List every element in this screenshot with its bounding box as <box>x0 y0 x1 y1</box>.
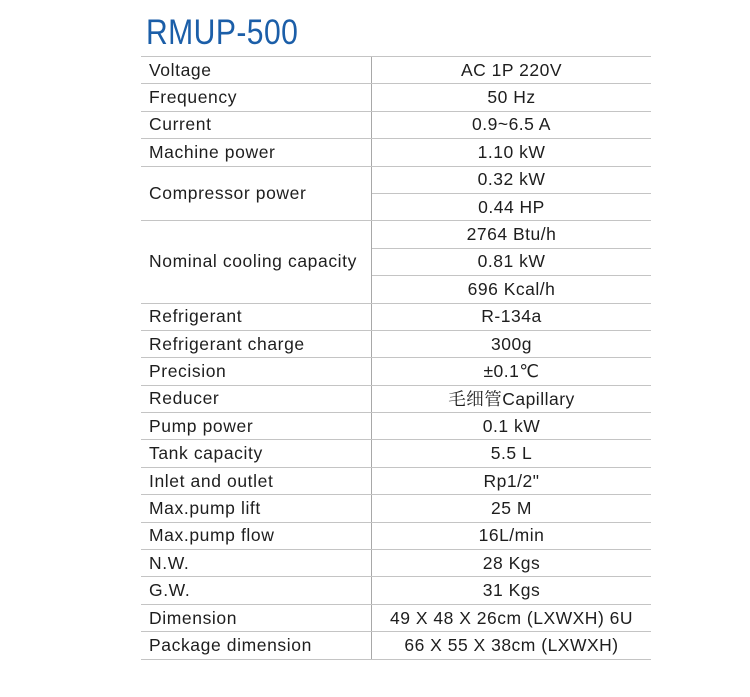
spec-values <box>372 495 651 521</box>
spec-value: 毛细管Capillary <box>448 389 575 410</box>
spec-values <box>372 167 651 221</box>
spec-row <box>141 604 651 631</box>
spec-label: Nominal cooling capacity <box>141 221 372 302</box>
spec-value: ±0.1℃ <box>483 360 540 381</box>
spec-values <box>372 550 651 576</box>
spec-values <box>372 112 651 138</box>
spec-value: 0.1 kW <box>482 415 541 436</box>
spec-row <box>141 138 651 165</box>
spec-value: 66 X 55 X 38cm (LXWXH) <box>404 634 619 655</box>
spec-row <box>141 412 651 439</box>
spec-values <box>372 386 651 412</box>
spec-value: 5.5 L <box>490 443 533 464</box>
spec-value: 31 Kgs <box>482 580 541 601</box>
spec-label: Reducer <box>141 386 372 412</box>
spec-row <box>141 439 651 466</box>
spec-value: 1.10 kW <box>477 141 546 162</box>
spec-row <box>141 303 651 330</box>
spec-value: 2764 Btu/h <box>466 224 557 245</box>
spec-values <box>372 468 651 494</box>
spec-label: Refrigerant charge <box>141 331 372 357</box>
spec-row <box>141 385 651 412</box>
spec-label: Max.pump flow <box>141 523 372 549</box>
spec-values <box>372 632 651 658</box>
spec-label: G.W. <box>141 577 372 603</box>
spec-value: 300g <box>491 333 532 354</box>
spec-values <box>372 221 651 302</box>
spec-row <box>141 83 651 110</box>
spec-values <box>372 523 651 549</box>
spec-values <box>372 57 651 83</box>
spec-value: R-134a <box>481 306 542 327</box>
spec-value: 25 M <box>491 497 532 518</box>
spec-value: AC 1P 220V <box>461 59 562 80</box>
spec-value: 696 Kcal/h <box>372 275 651 302</box>
spec-values <box>372 304 651 330</box>
spec-values <box>372 605 651 631</box>
spec-row <box>141 494 651 521</box>
spec-row <box>141 166 651 221</box>
spec-label: Tank capacity <box>141 440 372 466</box>
spec-values <box>372 331 651 357</box>
spec-row <box>141 220 651 302</box>
spec-values <box>372 440 651 466</box>
spec-row <box>141 522 651 549</box>
spec-value: 0.9~6.5 A <box>472 114 551 135</box>
spec-label: Package dimension <box>141 632 372 658</box>
spec-label: Dimension <box>141 605 372 631</box>
spec-row <box>141 631 651 659</box>
spec-label: N.W. <box>141 550 372 576</box>
spec-row <box>141 549 651 576</box>
spec-row <box>141 357 651 384</box>
spec-values <box>372 139 651 165</box>
spec-label: Frequency <box>141 84 372 110</box>
spec-label: Machine power <box>141 139 372 165</box>
spec-label: Pump power <box>141 413 372 439</box>
spec-value: 0.81 kW <box>372 248 651 275</box>
spec-values <box>372 84 651 110</box>
spec-value: 0.44 HP <box>372 193 651 220</box>
spec-label: Current <box>141 112 372 138</box>
spec-row <box>141 111 651 138</box>
spec-label: Refrigerant <box>141 304 372 330</box>
spec-label: Max.pump lift <box>141 495 372 521</box>
spec-values <box>372 358 651 384</box>
spec-row <box>141 576 651 603</box>
spec-label: Voltage <box>141 57 372 83</box>
spec-value: 49 X 48 X 26cm (LXWXH) 6U <box>390 607 633 628</box>
spec-table <box>141 56 651 660</box>
model-title: RMUP-500 <box>146 13 299 52</box>
spec-values <box>372 577 651 603</box>
spec-row <box>141 467 651 494</box>
spec-value: Rp1/2" <box>483 470 540 491</box>
spec-row <box>141 56 651 83</box>
spec-label: Compressor power <box>141 167 372 221</box>
spec-values <box>372 413 651 439</box>
spec-value: 16L/min <box>478 525 545 546</box>
spec-value: 28 Kgs <box>482 552 541 573</box>
spec-label: Precision <box>141 358 372 384</box>
spec-row <box>141 330 651 357</box>
spec-label: Inlet and outlet <box>141 468 372 494</box>
spec-value: 0.32 kW <box>477 169 546 190</box>
spec-value: 50 Hz <box>487 87 536 108</box>
